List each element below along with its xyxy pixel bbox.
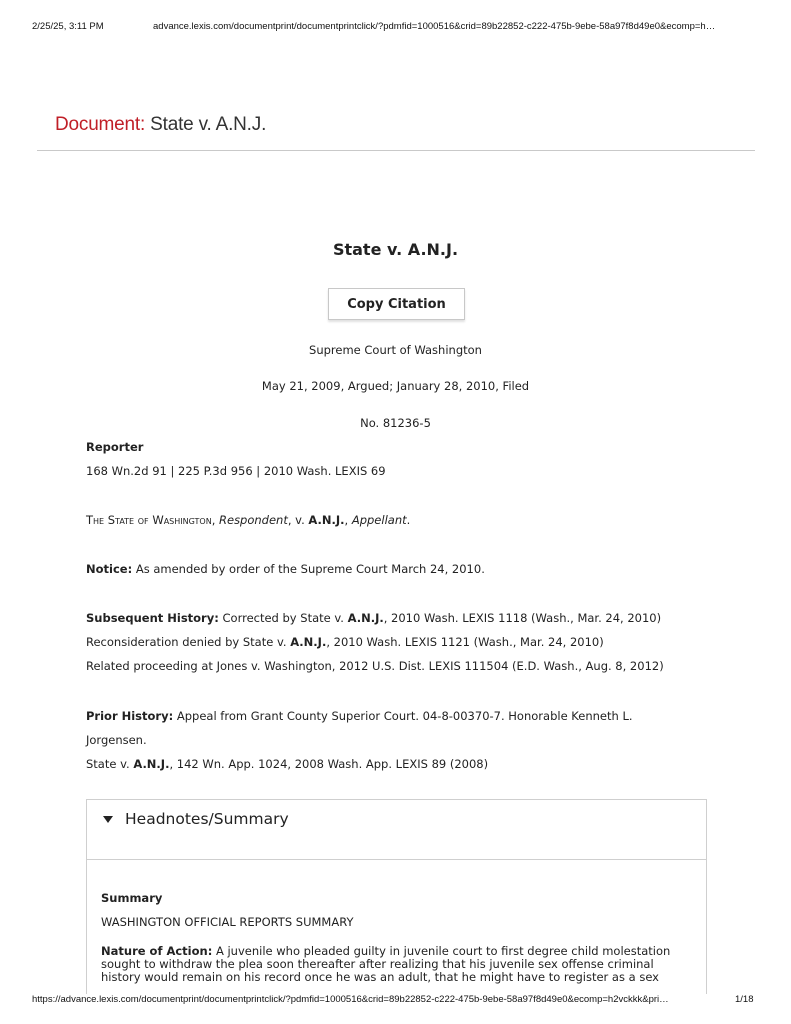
party-separator: , [211,513,219,527]
document-label: Document: [55,114,146,135]
prior-history-line-2: Jorgensen. [86,733,147,747]
party-appellant: Appellant [351,513,407,527]
notice-label: Notice: [86,562,133,576]
party-anj: A.N.J. [308,513,345,527]
notice-text: As amended by order of the Supreme Court March 24, 2010. [132,562,485,576]
party-separator: , [344,513,352,527]
court-name: Supreme Court of Washington [309,343,482,357]
prior-history-line-1 [86,709,633,723]
prior-history-text: State v. [86,757,134,771]
headnotes-toggle[interactable] [87,800,706,860]
party-respondent: Respondent [219,513,288,527]
prior-history-line-3 [86,757,488,771]
footer-url: https://advance.lexis.com/documentprint/documentprintclick/?pdmfid=1000516&crid=89b22852-c222-475b-9ebe-58a97f8d49e0&ecomp=h2vckkk&pri… [32,994,669,1005]
print-footer [0,994,791,1024]
nature-of-action [101,945,691,984]
prior-history-anj[interactable]: A.N.J. [133,757,170,771]
print-date: 2/25/25, 3:11 PM [32,21,104,32]
document-header-title [55,114,266,136]
page-number: 1/18 [735,994,754,1005]
prior-history-text: , 142 Wn. App. 1024, 2008 Wash. App. LEXIS 89 (2008) [169,757,489,771]
prior-history-label: Prior History: [86,709,174,723]
header-divider [37,150,755,151]
copy-citation-button[interactable]: Copy Citation [328,288,465,320]
reporter-citations: 168 Wn.2d 91 | 225 P.3d 956 | 2010 Wash. LEXIS 69 [86,464,386,478]
docket-number: No. 81236-5 [360,416,431,430]
headnotes-panel [86,799,707,1024]
subsequent-history-label: Subsequent History: [86,611,219,625]
headnotes-title[interactable]: Headnotes/Summary [125,810,289,828]
notice-line [86,562,485,576]
prior-history-text: Appeal from Grant County Superior Court. 04-8-00370-7. Honorable Kenneth L. [173,709,633,723]
history-text: Corrected by State v. [218,611,348,625]
case-dates: May 21, 2009, Argued; January 28, 2010, Filed [261,379,530,393]
history-text: , 2010 Wash. LEXIS 1121 (Wash., Mar. 24, 2010) [326,635,604,649]
history-text: Reconsideration denied by State v. [86,635,291,649]
party-versus: , v. [287,513,309,527]
reporter-heading: Reporter [86,440,144,454]
summary-heading: Summary [101,891,163,905]
history-anj[interactable]: A.N.J. [347,611,384,625]
nature-text: A juvenile who pleaded guilty in juvenile court to first degree child molestation sought to withdraw the plea soon thereafter after realizing that his juvenile sex offense criminal history would remain on his record once he was an adult, that he might have to register as a sex [101,944,671,984]
case-title: State v. A.N.J. [332,240,459,259]
subsequent-history-line-3: Related proceeding at Jones v. Washington, 2012 U.S. Dist. LEXIS 111504 (E.D. Wash., Aug. 8, 2012) [86,659,664,673]
print-url: advance.lexis.com/documentprint/documentprintclick/?pdmfid=1000516&crid=89b22852-c222-475b-9ebe-58a97f8d49e0&ecomp=h… [153,21,716,32]
triangle-down-icon[interactable] [103,816,113,823]
party-end: . [406,513,411,527]
subsequent-history-line-1 [86,611,661,625]
reports-summary: WASHINGTON OFFICIAL REPORTS SUMMARY [101,915,354,929]
parties-line [86,513,410,527]
party-state: The State of Washington [86,513,212,527]
nature-label: Nature of Action: [101,944,213,958]
subsequent-history-line-2 [86,635,604,649]
document-name: State v. A.N.J. [150,114,267,135]
history-anj[interactable]: A.N.J. [290,635,327,649]
print-header [0,0,791,40]
history-text: , 2010 Wash. LEXIS 1118 (Wash., Mar. 24, 2010) [383,611,662,625]
